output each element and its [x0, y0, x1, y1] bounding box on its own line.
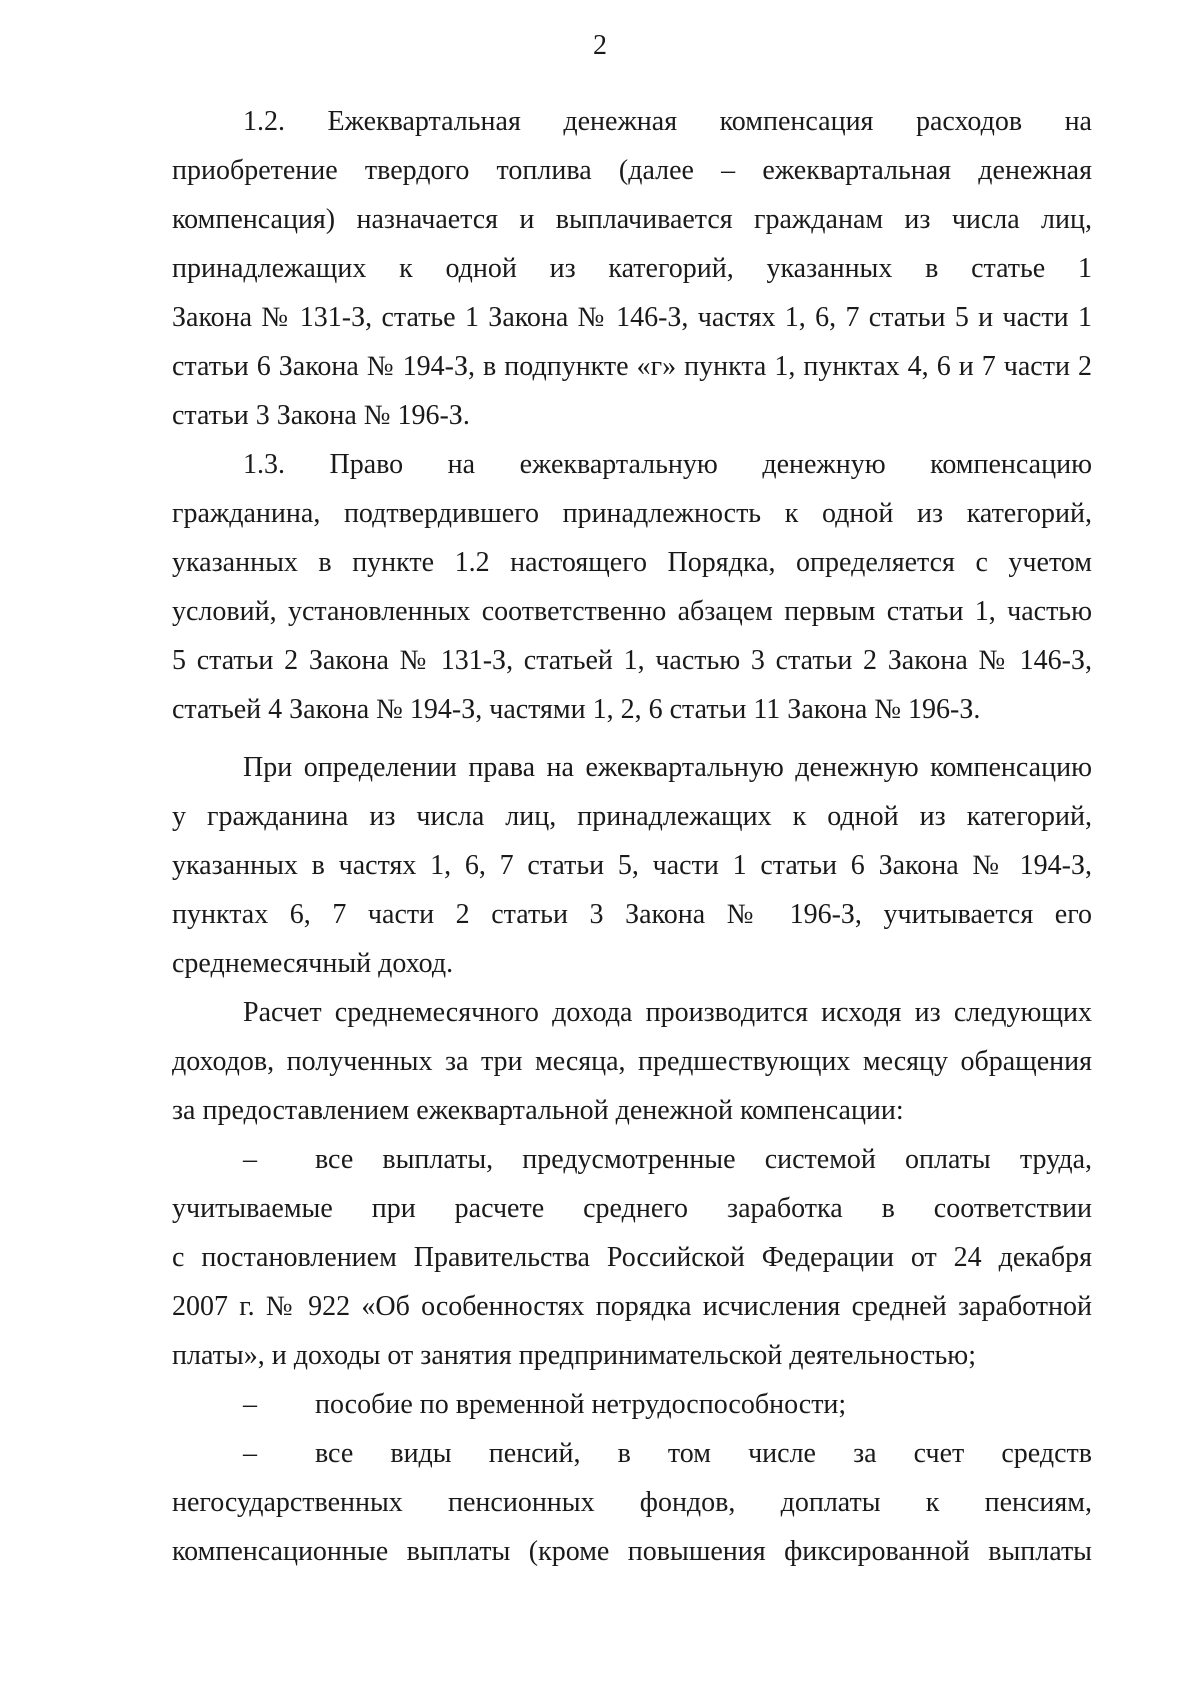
text-line: статьей 4 Закона № 194-З, частями 1, 2, 6 статьи 11 Закона № 196-З.	[172, 694, 981, 725]
text-line: пунктах 6, 7 части 2 статьи 3 Закона № 196-З, учитывается его	[172, 899, 1092, 930]
text-line: негосударственных пенсионных фондов, доплаты к пенсиям,	[172, 1487, 1092, 1518]
text-line: доходов, полученных за три месяца, предшествующих месяцу обращения	[172, 1046, 1092, 1077]
page-number: 2	[593, 30, 607, 61]
list-dash: –	[243, 1144, 257, 1175]
text-line: указанных в пункте 1.2 настоящего Порядка, определяется с учетом	[172, 547, 1092, 578]
text-line: Расчет среднемесячного дохода производится исходя из следующих	[243, 997, 1092, 1028]
text-line: Закона № 131-З, статье 1 Закона № 146-З, частях 1, 6, 7 статьи 5 и части 1	[172, 302, 1092, 333]
text-line: с постановлением Правительства Российской Федерации от 24 декабря	[172, 1242, 1092, 1273]
text-line: гражданина, подтвердившего принадлежность к одной из категорий,	[172, 498, 1092, 529]
text-line: 1.2. Ежеквартальная денежная компенсация расходов на	[243, 106, 1092, 137]
text-line: все виды пенсий, в том числе за счет средств	[315, 1438, 1092, 1469]
text-line: При определении права на ежеквартальную денежную компенсацию	[243, 752, 1092, 783]
text-line: статьи 3 Закона № 196-З.	[172, 400, 470, 431]
text-line: за предоставлением ежеквартальной денежной компенсации:	[172, 1095, 904, 1126]
text-line: статьи 6 Закона № 194-З, в подпункте «г» пункта 1, пунктах 4, 6 и 7 части 2	[172, 351, 1092, 382]
list-dash: –	[243, 1438, 257, 1469]
list-dash: –	[243, 1389, 257, 1420]
text-line: приобретение твердого топлива (далее – ежеквартальная денежная	[172, 155, 1092, 186]
text-line: все выплаты, предусмотренные системой оплаты труда,	[315, 1144, 1092, 1175]
text-line: пособие по временной нетрудоспособности;	[315, 1389, 847, 1420]
text-line: компенсация) назначается и выплачивается гражданам из числа лиц,	[172, 204, 1092, 235]
text-line: компенсационные выплаты (кроме повышения фиксированной выплаты	[172, 1536, 1092, 1567]
text-line: у гражданина из числа лиц, принадлежащих к одной из категорий,	[172, 801, 1092, 832]
text-line: 1.3. Право на ежеквартальную денежную компенсацию	[243, 449, 1092, 480]
text-line: условий, установленных соответственно абзацем первым статьи 1, частью	[172, 596, 1092, 627]
text-line: платы», и доходы от занятия предпринимательской деятельностью;	[172, 1340, 976, 1371]
text-line: указанных в частях 1, 6, 7 статьи 5, части 1 статьи 6 Закона № 194-З,	[172, 850, 1092, 881]
text-line: принадлежащих к одной из категорий, указанных в статье 1	[172, 253, 1092, 284]
text-line: 5 статьи 2 Закона № 131-З, статьей 1, частью 3 статьи 2 Закона № 146-З,	[172, 645, 1092, 676]
text-line: 2007 г. № 922 «Об особенностях порядка исчисления средней заработной	[172, 1291, 1092, 1322]
text-line: среднемесячный доход.	[172, 948, 454, 979]
text-line: учитываемые при расчете среднего заработка в соответствии	[172, 1193, 1092, 1224]
